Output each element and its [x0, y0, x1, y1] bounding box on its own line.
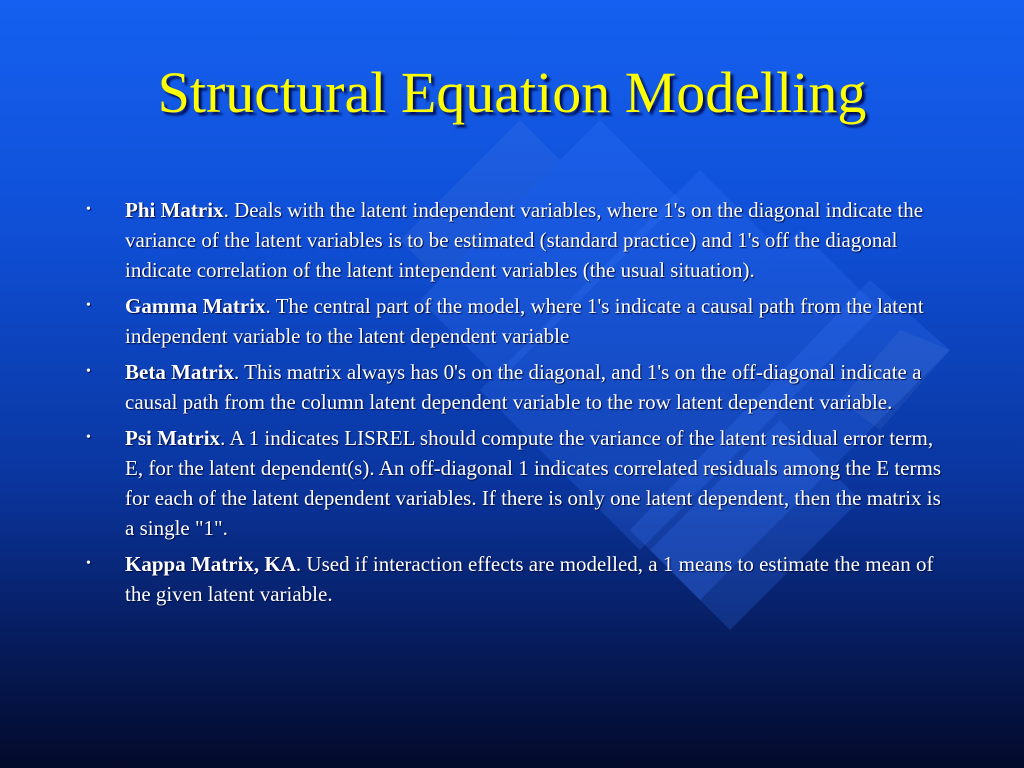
bullet-description: . Used if interaction effects are modelled, a 1 means to estimate the mean of the given latent variable. — [125, 552, 934, 606]
bullet-term: Kappa Matrix, KA — [125, 552, 296, 576]
bullet-psi-matrix — [84, 423, 944, 543]
bullet-term: Phi Matrix — [125, 198, 224, 222]
bullet-term: Psi Matrix — [125, 426, 221, 450]
bullet-term: Beta Matrix — [125, 360, 235, 384]
bullet-term: Gamma Matrix — [125, 294, 266, 318]
bullet-dot-icon: • — [86, 202, 91, 217]
bullet-gamma-matrix — [84, 291, 944, 351]
bullet-dot-icon: • — [86, 430, 91, 445]
bullet-description: . A 1 indicates LISREL should compute the variance of the latent residual error term, E, for the latent dependent(s). An off-diagonal 1 indicates correlated residuals among the E terms for each of the latent dependent variables. If there is only one latent dependent, then the matrix is a single "1". — [125, 426, 942, 540]
bullet-kappa-matrix — [84, 549, 944, 609]
bullet-dot-icon: • — [86, 556, 91, 571]
bullet-dot-icon: • — [86, 364, 91, 379]
bullet-phi-matrix — [84, 195, 944, 285]
bullet-description: . The central part of the model, where 1's indicate a causal path from the latent independent variable to the latent dependent variable — [125, 294, 924, 348]
bullet-list — [84, 195, 944, 615]
slide-title: Structural Equation Modelling — [157, 60, 867, 125]
bullet-beta-matrix — [84, 357, 944, 417]
bullet-description: . Deals with the latent independent variables, where 1's on the diagonal indicate the variance of the latent variables is to be estimated (standard practice) and 1's off the diagonal indicate correlation of the latent intependent variables (the usual situation). — [125, 198, 924, 282]
bullet-description: . This matrix always has 0's on the diagonal, and 1's on the off-diagonal indicate a causal path from the column latent dependent variable to the row latent dependent variable. — [125, 360, 922, 414]
bullet-dot-icon: • — [86, 298, 91, 313]
